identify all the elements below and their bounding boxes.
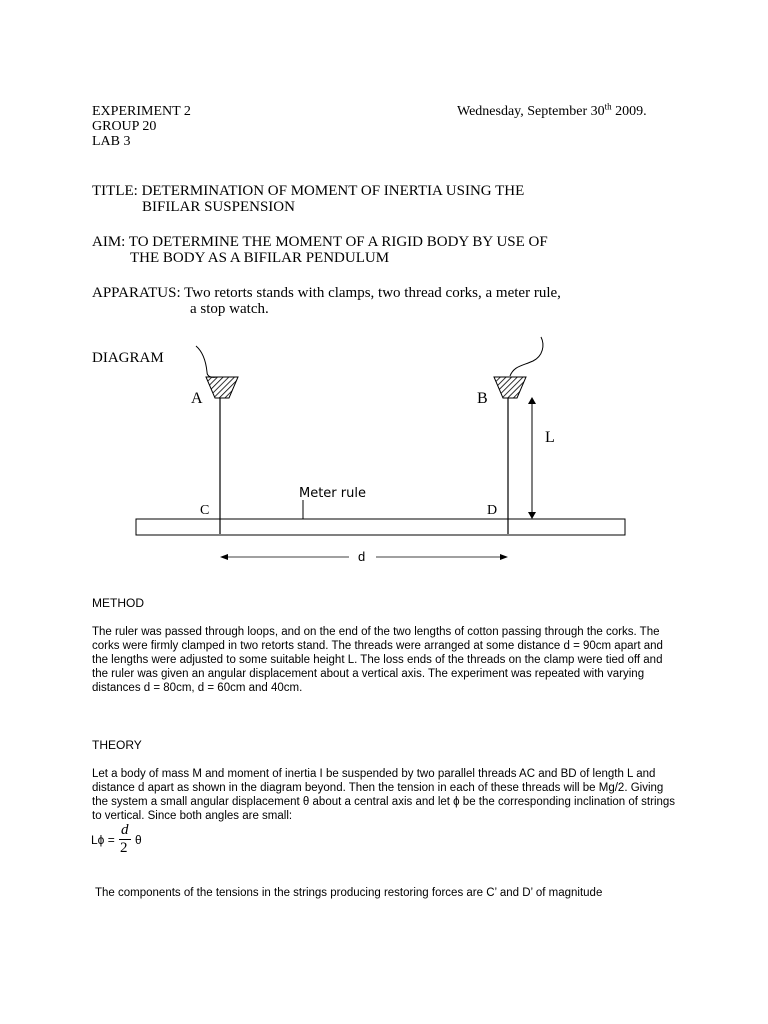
label-a: A <box>191 390 203 407</box>
method-heading: METHOD <box>92 596 144 610</box>
diagram-heading: DIAGRAM <box>92 350 164 366</box>
title-line-1: TITLE: DETERMINATION OF MOMENT OF INERTIA USING THE <box>92 183 525 199</box>
date-text <box>457 101 647 119</box>
date-main: Wednesday, September 30 <box>457 104 605 119</box>
bifilar-diagram <box>0 330 768 570</box>
thread-loose-end-a <box>196 346 217 377</box>
date-suffix: th <box>604 101 612 112</box>
apparatus-line-2: a stop watch. <box>190 301 269 317</box>
label-meter-rule: Meter rule <box>299 486 366 501</box>
components-text: The components of the tensions in the strings producing restoring forces are C’ and D’ of magnitude <box>95 887 603 899</box>
length-l-arrow-bottom <box>528 512 536 519</box>
equation-rhs: θ <box>135 833 142 847</box>
length-l-arrow-top <box>528 397 536 404</box>
aim-line-2: THE BODY AS A BIFILAR PENDULUM <box>130 250 390 266</box>
cork-b <box>494 377 526 398</box>
label-l: L <box>545 429 555 446</box>
method-text: The ruler was passed through loops, and on the end of the two lengths of cotton passing through the corks. The corks were firmly clamped in two retorts stand. The threads were arranged at some distance d = 90cm apart and the lengths were adjusted to some suitable height L. The loss ends of the threads on the clamp were tied off and the ruler was given an angular displacement about a vertical axis. The experiment was repeated with varying distances d = 80cm, d = 60cm and 40cm. <box>92 626 663 694</box>
equation-lhs: Lϕ = <box>91 833 115 847</box>
experiment-label: EXPERIMENT 2 <box>92 104 191 119</box>
label-c: C <box>200 503 210 518</box>
cork-a <box>206 377 238 398</box>
date-year: 2009. <box>611 104 647 119</box>
equation-denominator: 2 <box>120 840 128 856</box>
label-d: D <box>487 503 498 518</box>
apparatus-line-1: APPARATUS: Two retorts stands with clamps, two thread corks, a meter rule, <box>92 285 561 301</box>
meter-rule-bar <box>136 519 625 535</box>
thread-loose-end-b <box>510 337 543 376</box>
label-b: B <box>477 390 488 407</box>
group-label: GROUP 20 <box>92 119 157 134</box>
equation-numerator: d <box>121 822 129 838</box>
aim-line-1: AIM: TO DETERMINE THE MOMENT OF A RIGID BODY BY USE OF <box>92 234 548 250</box>
theory-heading: THEORY <box>92 738 142 752</box>
theory-text: Let a body of mass M and moment of inertia I be suspended by two parallel threads AC and BD of length L and distance d apart as shown in the diagram beyond. Then the tension in each of these threads will be Mg/2. Giving the system a small angular displacement θ about a central axis and let ϕ be the corresponding inclination of strings to vertical. Since both angles are small: <box>92 768 676 822</box>
distance-d-arrowhead-left <box>220 554 228 560</box>
label-distance-d: d <box>358 549 366 564</box>
title-line-2: BIFILAR SUSPENSION <box>142 199 295 215</box>
lab-label: LAB 3 <box>92 134 131 149</box>
distance-d-arrowhead-right <box>500 554 508 560</box>
